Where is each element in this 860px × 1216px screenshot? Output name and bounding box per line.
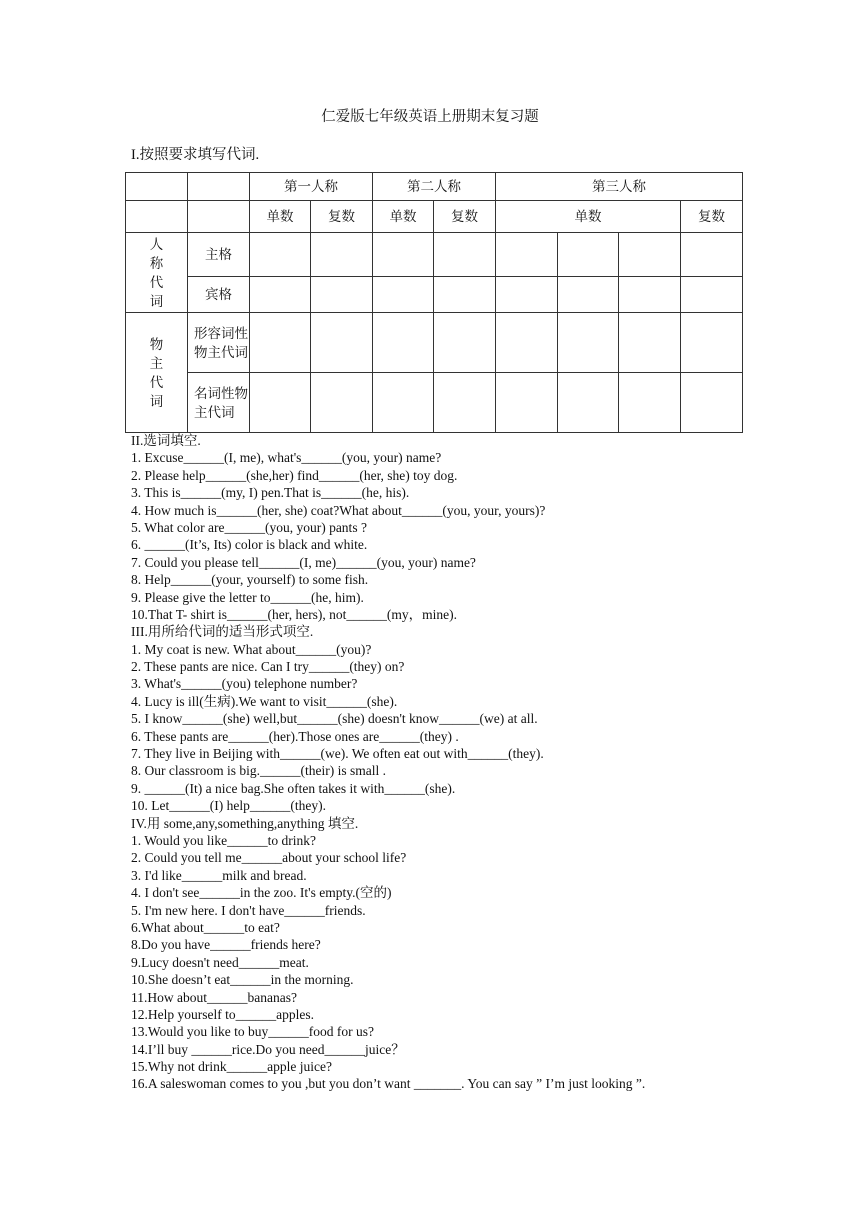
list-item: 3. This is______(my, I) pen.That is______(he, his).	[131, 485, 410, 501]
list-item: 7. They live in Beijing with______(we). We often eat out with______(they).	[131, 746, 544, 762]
possessive-pronoun-label: 物主代词	[149, 336, 164, 409]
table-row	[126, 233, 743, 277]
list-item: 8.Do you have______friends here?	[131, 937, 321, 953]
list-item: 10.She doesn’t eat______in the morning.	[131, 972, 354, 988]
section-heading: I.按照要求填写代词.	[131, 147, 260, 163]
answer-cell[interactable]	[681, 277, 743, 313]
answer-cell[interactable]	[373, 313, 434, 373]
list-item: 5. What color are______(you, your) pants ?	[131, 519, 367, 535]
row-label-personal	[126, 233, 188, 313]
answer-cell[interactable]	[619, 277, 681, 313]
table-cell	[188, 201, 250, 233]
answer-cell[interactable]	[434, 233, 496, 277]
answer-cell[interactable]	[250, 277, 311, 313]
list-item: 1. Excuse______(I, me), what's______(you, your) name?	[131, 450, 442, 466]
list-item: 5. I know______(she) well,but______(she) doesn't know______(we) at all.	[131, 711, 538, 727]
table-row	[126, 173, 743, 201]
header-singular: 单数	[250, 201, 311, 233]
table-row	[126, 277, 743, 313]
table-row	[126, 201, 743, 233]
answer-cell[interactable]	[681, 373, 743, 433]
table-cell	[126, 201, 188, 233]
list-item: 2. Could you tell me______about your school life?	[131, 850, 407, 866]
personal-pronoun-label: 人称代词	[149, 236, 164, 309]
answer-cell[interactable]	[373, 277, 434, 313]
row-label-noun-possessive: 名词性物主代词	[188, 373, 250, 433]
list-item: 15.Why not drink______apple juice?	[131, 1059, 332, 1075]
header-third-person: 第三人称	[496, 173, 743, 201]
row-label-object: 宾格	[188, 277, 250, 313]
answer-cell[interactable]	[558, 313, 619, 373]
answer-cell[interactable]	[496, 373, 558, 433]
header-singular: 单数	[373, 201, 434, 233]
list-item: 9.Lucy doesn't need______meat.	[131, 954, 309, 970]
list-item: 1. My coat is new. What about______(you)?	[131, 641, 372, 657]
answer-cell[interactable]	[373, 233, 434, 277]
list-item: 7. Could you please tell______(I, me)______(you, your) name?	[131, 554, 476, 570]
header-plural: 复数	[311, 201, 373, 233]
table-cell	[188, 173, 250, 201]
answer-cell[interactable]	[558, 277, 619, 313]
header-plural: 复数	[434, 201, 496, 233]
list-item: 12.Help yourself to______apples.	[131, 1006, 314, 1022]
list-item: 6. ______(It’s, Its) color is black and white.	[131, 537, 368, 553]
answer-cell[interactable]	[250, 233, 311, 277]
list-item: IV.用 some,any,something,anything 填空.	[131, 815, 359, 831]
answer-cell[interactable]	[496, 277, 558, 313]
list-item: 13.Would you like to buy______food for us?	[131, 1024, 375, 1040]
exercise-lines	[131, 432, 751, 1093]
answer-cell[interactable]	[558, 373, 619, 433]
list-item: 16.A saleswoman comes to you ,but you don’t want _______. You can say ” I’m just looking ”.	[131, 1076, 646, 1092]
pronoun-table	[125, 172, 743, 433]
list-item: 11.How about______bananas?	[131, 989, 297, 1005]
page-title: 仁爱版七年级英语上册期末复习题	[321, 109, 539, 125]
row-label-adj-possessive: 形容词性物主代词	[188, 313, 250, 373]
answer-cell[interactable]	[373, 373, 434, 433]
answer-cell[interactable]	[681, 233, 743, 277]
list-item: 1. Would you like______to drink?	[131, 832, 317, 848]
answer-cell[interactable]	[496, 313, 558, 373]
list-item: 10. Let______(I) help______(they).	[131, 798, 326, 814]
answer-cell[interactable]	[496, 233, 558, 277]
header-second-person: 第二人称	[373, 173, 496, 201]
answer-cell[interactable]	[311, 373, 373, 433]
list-item: 8. Our classroom is big.______(their) is small .	[131, 763, 386, 779]
header-singular: 单数	[496, 201, 681, 233]
answer-cell[interactable]	[311, 277, 373, 313]
header-plural: 复数	[681, 201, 743, 233]
answer-cell[interactable]	[250, 373, 311, 433]
answer-cell[interactable]	[681, 313, 743, 373]
list-item: 4. Lucy is ill(生病).We want to visit______(she).	[131, 693, 398, 709]
list-item: 3. I'd like______milk and bread.	[131, 867, 307, 883]
answer-cell[interactable]	[619, 313, 681, 373]
list-item: 4. I don't see______in the zoo. It's empty.(空的)	[131, 885, 392, 901]
list-item: III.用所给代词的适当形式项空.	[131, 624, 314, 640]
list-item: 6. These pants are______(her).Those ones are______(they) .	[131, 728, 459, 744]
row-label-possessive	[126, 313, 188, 433]
list-item: 14.I’ll buy ______rice.Do you need______juice？	[131, 1041, 405, 1057]
list-item: 3. What's______(you) telephone number?	[131, 676, 358, 692]
answer-cell[interactable]	[250, 313, 311, 373]
list-item: 2. Please help______(she,her) find______(her, she) toy dog.	[131, 467, 458, 483]
answer-cell[interactable]	[434, 313, 496, 373]
table-row	[126, 313, 743, 373]
answer-cell[interactable]	[434, 277, 496, 313]
answer-cell[interactable]	[434, 373, 496, 433]
list-item: 9. ______(It) a nice bag.She often takes it with______(she).	[131, 780, 456, 796]
list-item: 6.What about______to eat?	[131, 919, 280, 935]
list-item: 2. These pants are nice. Can I try______(they) on?	[131, 659, 405, 675]
answer-cell[interactable]	[619, 233, 681, 277]
header-first-person: 第一人称	[250, 173, 373, 201]
answer-cell[interactable]	[311, 233, 373, 277]
list-item: 4. How much is______(her, she) coat?What about______(you, your, yours)?	[131, 502, 546, 518]
list-item: II.选词填空.	[131, 433, 201, 448]
list-item: 9. Please give the letter to______(he, him).	[131, 589, 364, 605]
answer-cell[interactable]	[558, 233, 619, 277]
answer-cell[interactable]	[619, 373, 681, 433]
list-item: 10.That T- shirt is______(her, hers), not______(my，mine).	[131, 606, 458, 622]
answer-cell[interactable]	[311, 313, 373, 373]
table-row	[126, 373, 743, 433]
list-item: 8. Help______(your, yourself) to some fish.	[131, 572, 369, 588]
row-label-subject: 主格	[188, 233, 250, 277]
list-item: 5. I'm new here. I don't have______friends.	[131, 902, 366, 918]
table-cell	[126, 173, 188, 201]
